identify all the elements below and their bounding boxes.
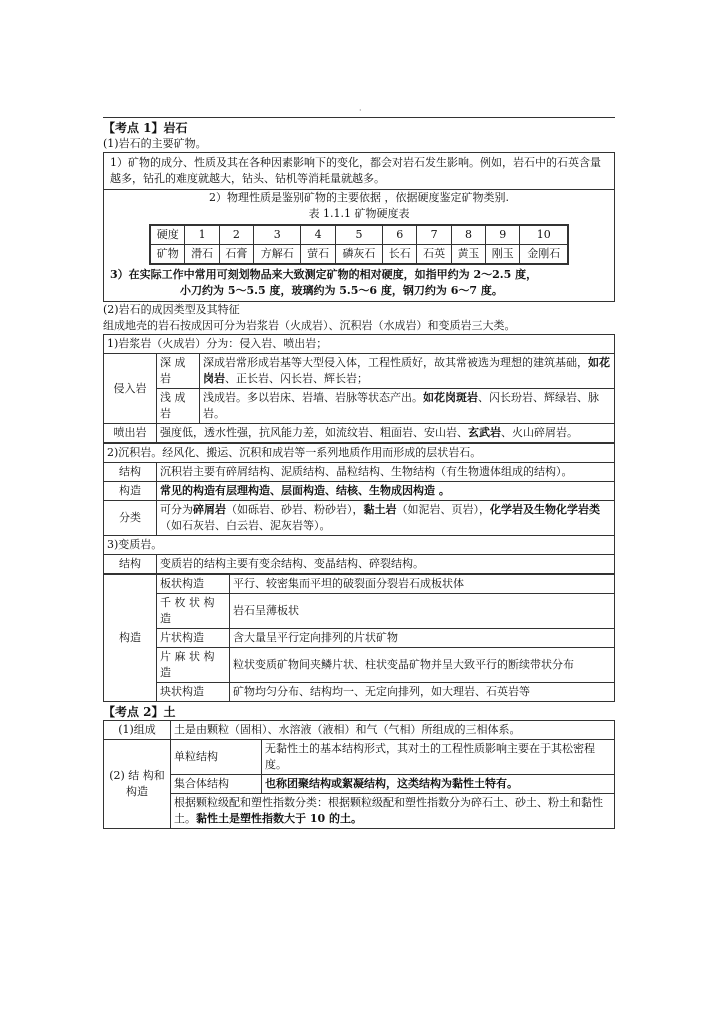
- grading-desc: [171, 794, 615, 829]
- hardness-cell: 9: [486, 225, 520, 245]
- metamorphic-title: 3)变质岩。: [104, 536, 615, 555]
- grading-desc-b: 黏性土是塑性指数大于 10 的土。: [196, 812, 362, 825]
- mineral-cell: 刚玉: [486, 245, 520, 265]
- soil-composition-label: (1)组成: [104, 721, 171, 740]
- sedimentary-table: [103, 443, 615, 574]
- meta-row-name: 片状构造: [157, 629, 230, 648]
- deep-desc: [200, 354, 615, 389]
- mineral-cell: 石英: [417, 245, 451, 265]
- hardness-cell: 5: [335, 225, 382, 245]
- sed-class-a: 可分为: [160, 503, 193, 516]
- deep-desc-b: 如花岗岩: [203, 356, 610, 385]
- shallow-desc-b: 如花岗斑岩: [423, 391, 478, 404]
- mineral-cell: 长石: [383, 245, 417, 265]
- deep-desc-c: 、正长岩、闪长岩、辉长岩；: [225, 372, 368, 385]
- document-body: [103, 118, 615, 829]
- hardness-table: [149, 224, 569, 265]
- sed-class-c: （如砾岩、砂岩、粉砂岩），: [226, 503, 364, 516]
- sed-class-desc: [157, 501, 615, 536]
- shallow-desc: [200, 389, 615, 424]
- meta-row: [104, 575, 615, 594]
- mineral-p2: 2）物理性质是鉴别矿物的主要依据 ，依据硬度鉴定矿物类别.: [209, 191, 509, 204]
- mineral-p3a: 3）在实际工作中常用可刻划物品来大致测定矿物的相对硬度，如指甲约为 2～2.5 度，: [110, 268, 538, 281]
- meta-row-desc: 岩石呈薄板状: [230, 594, 615, 629]
- kd1-s2: (2)岩石的成因类型及其特征: [103, 303, 240, 316]
- kd1-s2-text: 组成地壳的岩石按成因可分为岩浆岩（火成岩）、沉积岩（水成岩）和变质岩三大类。: [103, 319, 516, 332]
- soil-composition-desc: 土是由颗粒（固相）、水溶液（液相）和气（气相）所组成的三相体系。: [171, 721, 615, 740]
- shallow-desc-c: 、闪长玢岩、辉绿岩、脉岩。: [203, 391, 599, 420]
- hardness-cell: 3: [254, 225, 301, 245]
- sed-class-d: 黏土岩: [363, 503, 397, 516]
- header-dot: ·: [359, 106, 362, 115]
- hardness-cell: 6: [383, 225, 417, 245]
- meta-row-name: 片 麻 状 构 造: [157, 648, 230, 683]
- extrusive-label: 喷出岩: [104, 424, 157, 443]
- hardness-row: [150, 225, 568, 245]
- deep-desc-a: 深成岩常形成岩基等大型侵入体，工程性质好，故其常被选为理想的建筑基础，: [203, 356, 588, 369]
- aggregate-label: 集合体结构: [171, 775, 262, 794]
- hardness-cell: 8: [451, 225, 485, 245]
- meta-row-desc: 含大量呈平行定向排列的片状矿物: [230, 629, 615, 648]
- sed-class-g: （如石灰岩、白云岩、泥灰岩等）。: [160, 519, 331, 532]
- mineral-cell: 黄玉: [451, 245, 485, 265]
- igneous-title: 1)岩浆岩（火成岩）分为：侵入岩、喷出岩；: [104, 335, 615, 354]
- sed-class-e: （如泥岩、页岩），: [396, 503, 490, 516]
- mineral-p3b: 小刀约为 5～5.5 度，玻璃约为 5.5～6 度，钢刀约为 6～7 度。: [180, 284, 503, 297]
- mineral-cell: 萤石: [301, 245, 335, 265]
- deep-label: 深 成 岩: [157, 354, 200, 389]
- extrusive-desc-b: 玄武岩: [468, 426, 501, 439]
- hardness-section: [103, 190, 615, 302]
- igneous-table: [103, 334, 615, 443]
- meta-row: [104, 629, 615, 648]
- intrusive-label: 侵入岩: [104, 354, 157, 424]
- single-grain-desc: 无黏性土的基本结构形式，其对土的工程性质影响主要在于其松密程度。: [262, 740, 615, 775]
- sed-class-b: 碎屑岩: [193, 503, 226, 516]
- mineral-header: 矿物: [150, 245, 185, 265]
- mineral-cell: 金刚石: [520, 245, 568, 265]
- hardness-header: 硬度: [150, 225, 185, 245]
- meta-row: [104, 648, 615, 683]
- extrusive-desc: [157, 424, 615, 443]
- sed-class-f: 化学岩及生物化学岩类: [490, 503, 600, 516]
- hardness-table-caption: 表 1.1.1 矿物硬度表: [308, 207, 410, 220]
- sed-tectonic-label: 构造: [104, 482, 157, 501]
- hardness-cell: 1: [185, 225, 219, 245]
- mineral-box: [103, 152, 615, 190]
- mineral-cell: 石膏: [219, 245, 253, 265]
- sed-tectonic-desc: 常见的构造有层理构造、层面构造、结核、生物成因构造 。: [157, 482, 615, 501]
- soil-table: [103, 720, 615, 829]
- meta-row-desc: 粒状变质矿物间夹鳞片状、柱状变晶矿物并呈大致平行的断续带状分布: [230, 648, 615, 683]
- soil-structure-label: (2) 结 构和构造: [104, 740, 171, 829]
- mineral-cell: 磷灰石: [335, 245, 382, 265]
- hardness-cell: 4: [301, 225, 335, 245]
- mineral-row: [150, 245, 568, 265]
- sed-structure-label: 结构: [104, 463, 157, 482]
- meta-row-desc: 矿物均匀分布、结构均一、无定向排列，如大理岩、石英岩等: [230, 683, 615, 702]
- kd2-title: 【考点 2】土: [103, 705, 176, 719]
- mineral-cell: 方解石: [254, 245, 301, 265]
- meta-row: [104, 594, 615, 629]
- mineral-cell: 滑石: [185, 245, 219, 265]
- mineral-p1: 1）矿物的成分、性质及其在各种因素影响下的变化，都会对岩石发生影响。例如，岩石中的石英含量越多，钻孔的难度就越大，钻头、钻机等消耗量就越多。: [110, 156, 601, 185]
- meta-row-name: 板状构造: [157, 575, 230, 594]
- meta-row-name: 块状构造: [157, 683, 230, 702]
- kd1-title: 【考点 1】岩石: [103, 121, 188, 135]
- sedimentary-title: 2)沉积岩。经风化、搬运、沉积和成岩等一系列地质作用而形成的层状岩石。: [104, 444, 615, 463]
- extrusive-desc-c: 、火山碎屑岩。: [501, 426, 578, 439]
- aggregate-desc: 也称团聚结构或絮凝结构，这类结构为黏性土特有。: [262, 775, 615, 794]
- kd1-s1: (1)岩石的主要矿物。: [103, 137, 207, 150]
- meta-structure-label: 结构: [104, 555, 157, 574]
- meta-tectonic-label: 构造: [104, 575, 157, 702]
- shallow-label: 浅 成 岩: [157, 389, 200, 424]
- hardness-cell: 2: [219, 225, 253, 245]
- meta-row-desc: 平行、较密集而平坦的破裂面分裂岩石成板状体: [230, 575, 615, 594]
- sed-structure-desc: 沉积岩主要有碎屑结构、泥质结构、晶粒结构、生物结构（有生物遗体组成的结构）。: [157, 463, 615, 482]
- hardness-cell: 10: [520, 225, 568, 245]
- extrusive-desc-a: 强度低，透水性强，抗风能力差，如流纹岩、粗面岩、安山岩、: [160, 426, 468, 439]
- shallow-desc-a: 浅成岩。多以岩床、岩墙、岩脉等状态产出。: [203, 391, 423, 404]
- single-grain-label: 单粒结构: [171, 740, 262, 775]
- sed-class-label: 分类: [104, 501, 157, 536]
- grading-desc-a: 根据颗粒级配和塑性指数分类：根据颗粒级配和塑性指数分为碎石土、砂土、粉土和黏性土。: [174, 796, 603, 825]
- meta-row: [104, 683, 615, 702]
- meta-row-name: 千 枚 状 构 造: [157, 594, 230, 629]
- meta-structure-desc: 变质岩的结构主要有变余结构、变晶结构、碎裂结构。: [157, 555, 615, 574]
- hardness-cell: 7: [417, 225, 451, 245]
- metamorphic-tectonic-table: [103, 574, 615, 702]
